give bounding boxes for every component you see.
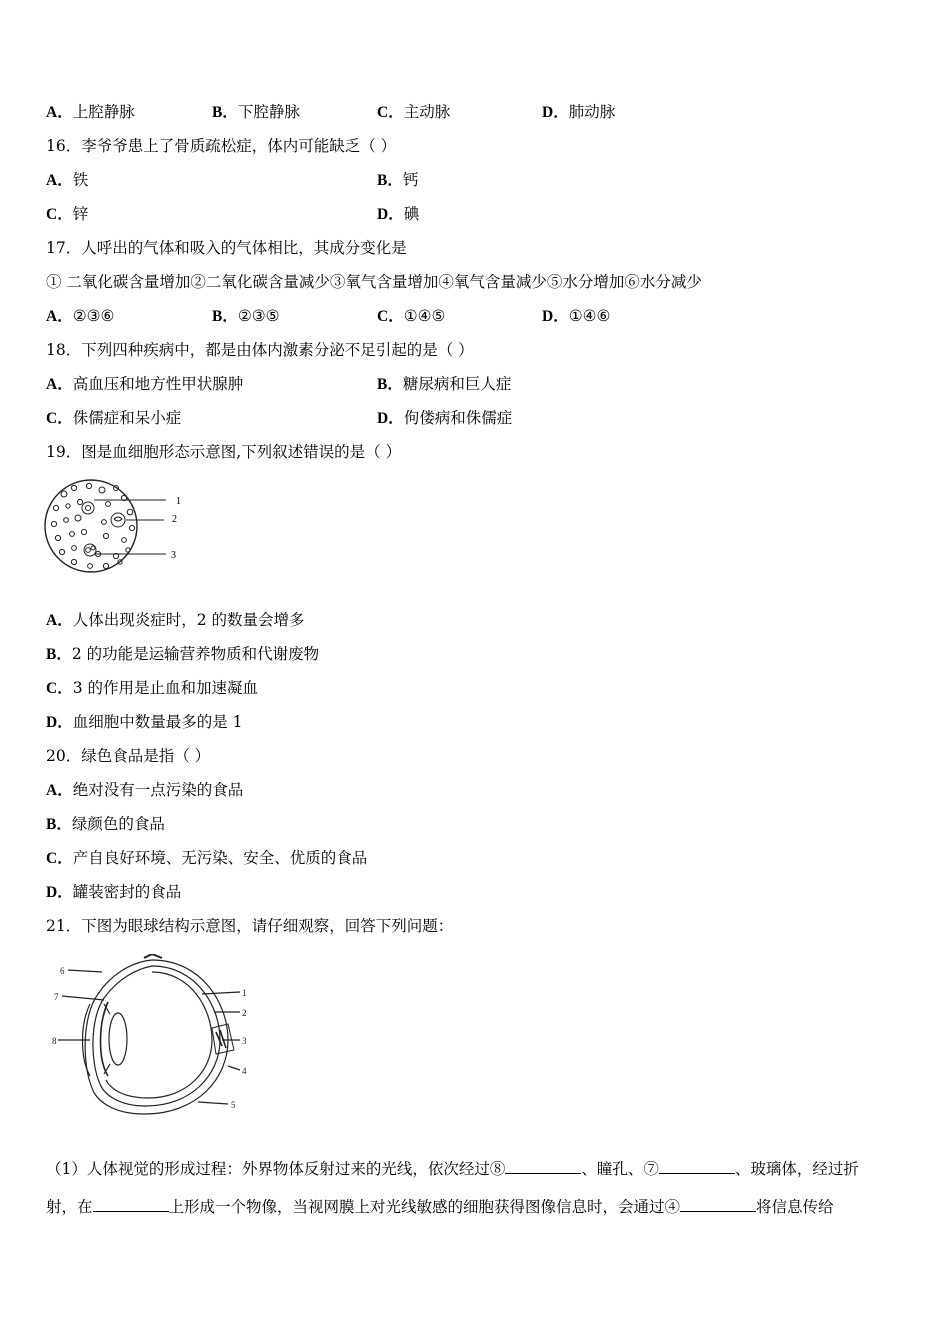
option-text: 碘 <box>403 205 420 223</box>
eyeball-figure <box>52 954 258 1124</box>
option-text: 糖尿病和巨人症 <box>402 375 512 393</box>
q21-part1-line1 <box>46 1158 908 1179</box>
q16-option-d <box>377 204 419 225</box>
option-letter: A． <box>46 376 73 393</box>
option-letter: D． <box>377 206 404 223</box>
option-letter: D． <box>46 714 73 731</box>
option-letter: D． <box>542 308 569 325</box>
q21-text: 上形成一个物像，当视网膜上对光线敏感的细胞获得图像信息时，会通过④ <box>168 1198 681 1216</box>
q18-stem: 18．下列四种疾病中，都是由体内激素分泌不足引起的是（ ） <box>46 341 474 359</box>
q21-text: 、瞳孔、⑦ <box>581 1160 659 1178</box>
figure-label: 3 <box>242 1036 247 1046</box>
figure-label: 5 <box>231 1100 236 1110</box>
option-letter: C． <box>377 104 404 121</box>
figure-label: 8 <box>52 1036 57 1046</box>
option-letter: D． <box>377 410 404 427</box>
option-text: 绿颜色的食品 <box>71 815 165 833</box>
q15-option-d <box>542 102 615 123</box>
option-text: 高血压和地方性甲状腺肿 <box>72 375 244 393</box>
option-text: 罐装密封的食品 <box>72 883 182 901</box>
option-text: ①④⑥ <box>568 307 611 325</box>
figure-label: 6 <box>60 966 65 976</box>
q19-option-c <box>46 678 258 699</box>
option-letter: D． <box>542 104 569 121</box>
option-letter: B． <box>212 308 238 325</box>
figure-label: 7 <box>54 992 59 1002</box>
q18-option-c <box>46 408 181 429</box>
q19-stem: 19．图是血细胞形态示意图,下列叙述错误的是（ ） <box>46 443 402 461</box>
q17-option-d <box>542 306 610 327</box>
q20-option-d <box>46 882 181 903</box>
option-letter: C． <box>46 206 73 223</box>
q17-option-a <box>46 306 114 327</box>
q19-option-a <box>46 610 305 631</box>
q21-text: 将信息传给 <box>756 1198 834 1216</box>
q15-option-a <box>46 102 135 123</box>
option-text: 上腔静脉 <box>72 103 135 121</box>
option-letter: A． <box>46 172 73 189</box>
figure-label: 3 <box>171 550 176 561</box>
option-text: ①④⑤ <box>403 307 446 325</box>
answer-blank[interactable] <box>93 1196 169 1212</box>
option-letter: A． <box>46 782 73 799</box>
q21-text: （1）人体视觉的形成过程：外界物体反射过来的光线，依次经过⑧ <box>46 1160 506 1178</box>
option-text: 主动脉 <box>403 103 451 121</box>
option-text: ②③⑥ <box>72 307 115 325</box>
option-text: 血细胞中数量最多的是 1 <box>72 713 243 731</box>
q16-option-c <box>46 204 88 225</box>
option-text: 钙 <box>402 171 419 189</box>
option-letter: A． <box>46 308 73 325</box>
option-text: 绝对没有一点污染的食品 <box>72 781 244 799</box>
q16-option-b <box>377 170 418 191</box>
option-letter: B． <box>46 816 72 833</box>
answer-blank[interactable] <box>505 1158 581 1174</box>
q19-option-b <box>46 644 319 665</box>
option-text: 佝偻病和侏儒症 <box>403 409 513 427</box>
q21-text: 射，在 <box>46 1198 93 1216</box>
q17-option-c <box>377 306 445 327</box>
q17-option-b <box>212 306 280 327</box>
q20-option-a <box>46 780 243 801</box>
answer-blank[interactable] <box>659 1158 735 1174</box>
option-text: ②③⑤ <box>237 307 280 325</box>
q21-part1-line2 <box>46 1196 908 1217</box>
q19-option-d <box>46 712 243 733</box>
option-letter: C． <box>377 308 404 325</box>
option-letter: C． <box>46 410 73 427</box>
q16-stem: 16．李爷爷患上了骨质疏松症，体内可能缺乏（ ） <box>46 137 397 155</box>
option-text: 下腔静脉 <box>237 103 300 121</box>
q17-stem: 17．人呼出的气体和吸入的气体相比，其成分变化是 <box>46 239 407 257</box>
q16-option-a <box>46 170 88 191</box>
option-letter: A． <box>46 104 73 121</box>
blood-cell-figure <box>44 474 194 580</box>
option-letter: B． <box>377 172 403 189</box>
option-letter: B． <box>212 104 238 121</box>
option-text: 铁 <box>72 171 89 189</box>
figure-label: 1 <box>176 496 181 507</box>
answer-blank[interactable] <box>680 1196 756 1212</box>
option-text: 锌 <box>72 205 89 223</box>
option-letter: D． <box>46 884 73 901</box>
option-letter: C． <box>46 680 73 697</box>
option-letter: B． <box>46 646 72 663</box>
q21-text: 、玻璃体，经过折 <box>734 1160 859 1178</box>
option-text: 2 的功能是运输营养物质和代谢废物 <box>71 645 320 663</box>
option-text: 产自良好环境、无污染、安全、优质的食品 <box>72 849 368 867</box>
option-letter: C． <box>46 850 73 867</box>
option-text: 侏儒症和呆小症 <box>72 409 182 427</box>
q20-stem: 20．绿色食品是指（ ） <box>46 747 211 765</box>
q20-option-b <box>46 814 165 835</box>
figure-label: 1 <box>242 988 247 998</box>
figure-label: 2 <box>242 1008 247 1018</box>
figure-label: 4 <box>242 1066 247 1076</box>
q18-option-b <box>377 374 511 395</box>
option-text: 人体出现炎症时，2 的数量会增多 <box>72 611 305 629</box>
option-letter: A． <box>46 612 73 629</box>
q15-option-b <box>212 102 300 123</box>
q21-stem: 21．下图为眼球结构示意图，请仔细观察，回答下列问题： <box>46 917 454 935</box>
q17-sub-items: ① 二氧化碳含量增加②二氧化碳含量减少③氧气含量增加④氧气含量减少⑤水分增加⑥水分减少 <box>46 273 702 291</box>
q20-option-c <box>46 848 367 869</box>
option-text: 3 的作用是止血和加速凝血 <box>72 679 258 697</box>
option-letter: B． <box>377 376 403 393</box>
q15-option-c <box>377 102 450 123</box>
q18-option-a <box>46 374 243 395</box>
option-text: 肺动脉 <box>568 103 616 121</box>
q18-option-d <box>377 408 512 429</box>
figure-label: 2 <box>172 514 177 525</box>
